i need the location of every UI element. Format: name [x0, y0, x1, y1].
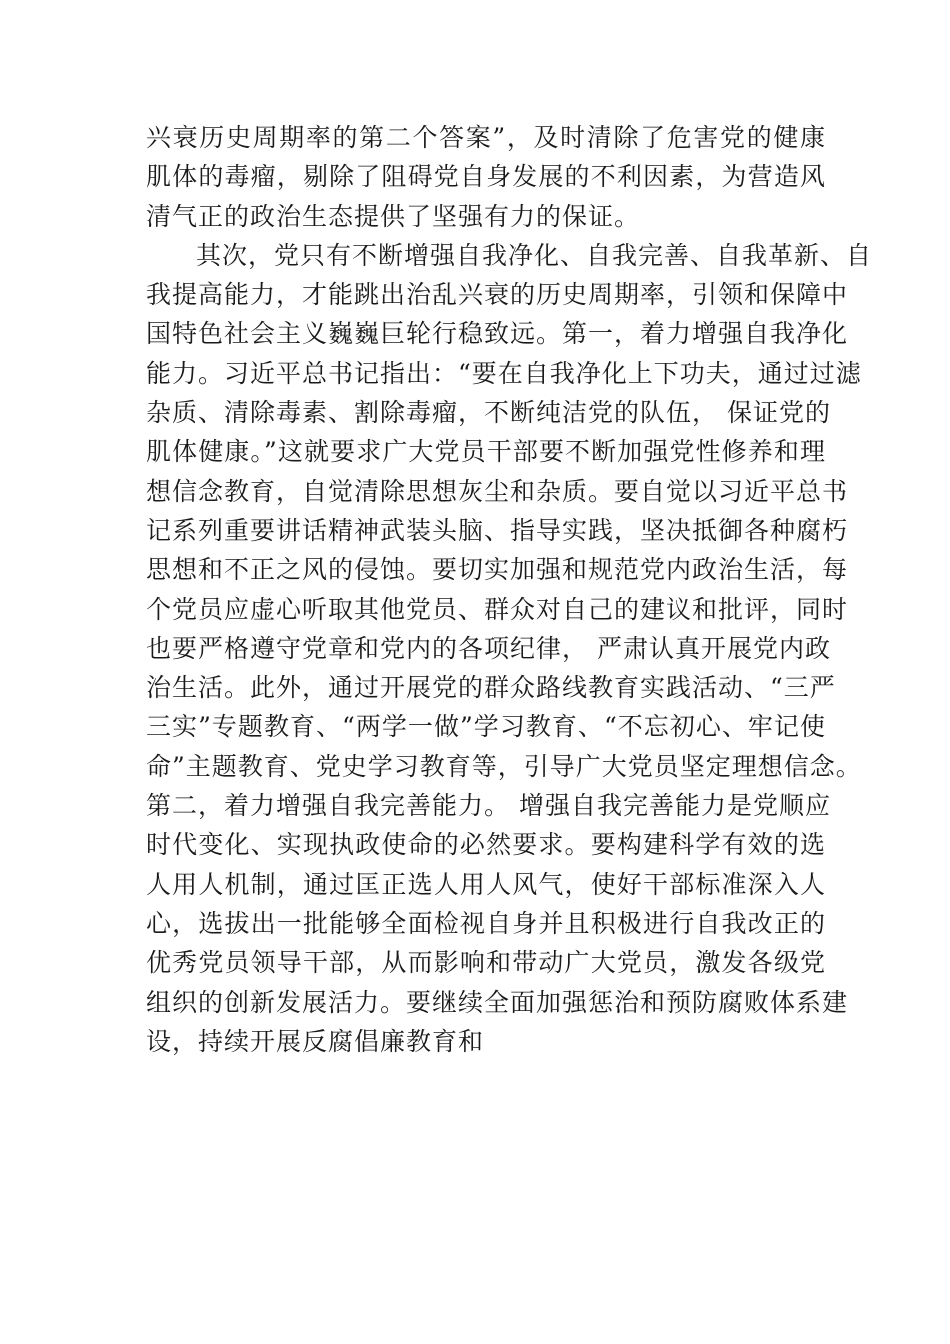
text-line: 肌体健康。”这就要求广大党员干部要不断加强党性修养和理 [146, 437, 826, 467]
text-line: 想信念教育，自觉清除思想灰尘和杂质。要自觉以习近平总书 [146, 476, 849, 506]
text-line: 能力。习近平总书记指出：“要在自我净化上下功夫，通过过滤 [146, 358, 862, 388]
text-line: 人用人机制，通过匡正选人用人风气，使好干部标准深入人 [146, 869, 826, 899]
text-line: 三实”专题教育、“两学一做”学习教育、“不忘初心、牢记使 [146, 712, 826, 742]
text-line: 组织的创新发展活力。要继续全面加强惩治和预防腐败体系建 [146, 987, 849, 1017]
text-line: 思想和不正之风的侵蚀。要切实加强和规范党内政治生活，每 [146, 555, 849, 585]
text-line: 个党员应虚心听取其他党员、群众对自己的建议和批评，同时 [146, 594, 849, 624]
body-text [146, 118, 873, 1061]
text-line: 时代变化、实现执政使命的必然要求。要构建科学有效的选 [146, 830, 826, 860]
text-line: 其次，党只有不断增强自我净化、自我完善、自我革新、自 [196, 240, 873, 270]
text-line: 第二，着力增强自我完善能力。 增强自我完善能力是党顺应 [146, 791, 831, 821]
text-line: 我提高能力，才能跳出治乱兴衰的历史周期率，引领和保障中 [146, 280, 849, 310]
text-line: 国特色社会主义巍巍巨轮行稳致远。第一，着力增强自我净化 [146, 319, 849, 349]
text-line: 治生活。此外，通过开展党的群众路线教育实践活动、“三严 [146, 673, 836, 703]
text-line: 心，选拔出一批能够全面检视自身并且积极进行自我改正的 [146, 908, 826, 938]
text-line: 记系列重要讲话精神武装头脑、指导实践，坚决抵御各种腐朽 [146, 515, 849, 545]
text-line: 肌体的毒瘤，剔除了阻碍党自身发展的不利因素，为营造风 [146, 162, 826, 192]
text-line: 杂质、清除毒素、割除毒瘤，不断纯洁党的队伍， 保证党的 [146, 398, 831, 428]
text-line: 命”主题教育、党史学习教育等，引导广大党员坚定理想信念。 [146, 751, 862, 781]
text-line: 设，持续开展反腐倡廉教育和 [146, 1026, 485, 1056]
text-line: 清气正的政治生态提供了坚强有力的保证。 [146, 201, 641, 231]
text-line: 优秀党员领导干部，从而影响和带动广大党员，激发各级党 [146, 948, 826, 978]
text-line: 兴衰历史周期率的第二个答案”，及时清除了危害党的健康 [146, 123, 826, 152]
text-line: 也要严格遵守党章和党内的各项纪律， 严肃认真开展党内政 [146, 633, 831, 663]
